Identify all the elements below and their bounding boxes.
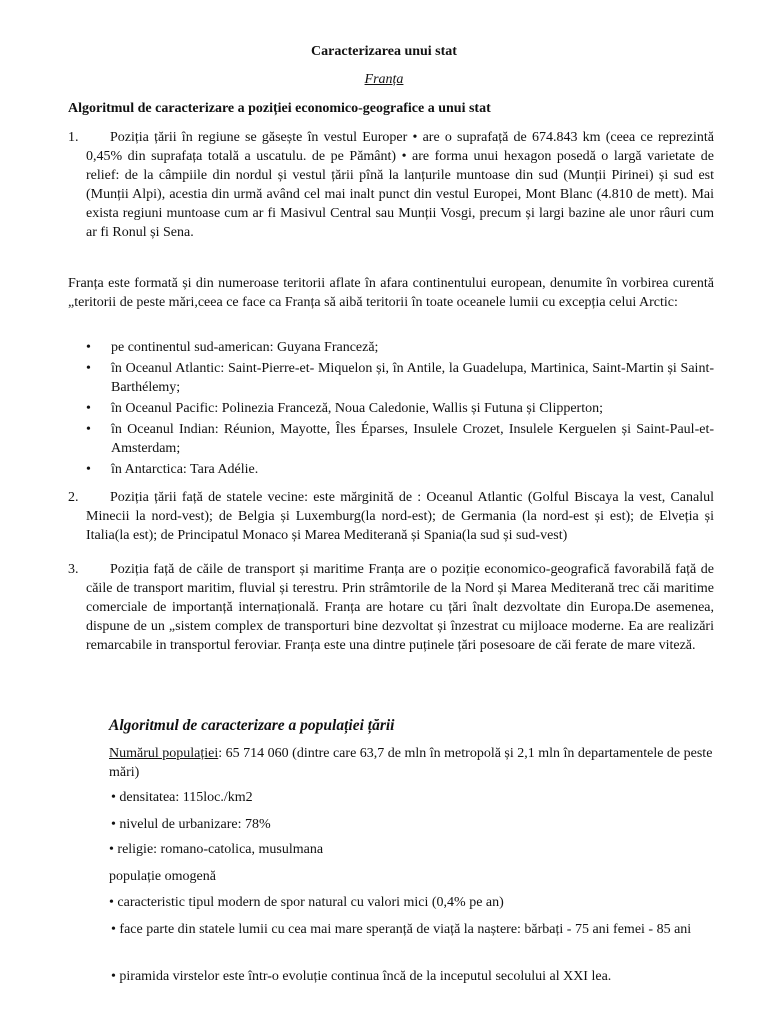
life-expectancy-item: • face parte din statele lumii cu cea mai mare speranță de viață la naștere: bărbați - 75 ani femei - 85 ani — [111, 922, 692, 937]
document-title: Caracterizarea unui stat — [311, 44, 457, 59]
item-number-2: 2. — [68, 490, 79, 505]
bullet-icon: • — [86, 361, 91, 376]
bullet-icon: • — [86, 340, 91, 355]
homogeneous-item: populație omogenă — [109, 869, 216, 884]
list-item: • în Oceanul Atlantic: Saint-Pierre-et- Miquelon și, în Antile, la Guadelupa, Martinica, Saint-Martin și Saint-Barthélemy; — [86, 361, 714, 395]
natural-growth-item: • caracteristic tipul modern de spor natural cu valori mici (0,4% pe an) — [109, 895, 504, 910]
population-label: Numărul populației — [109, 746, 219, 761]
list-item: • pe continentul sud-american: Guyana Franceză; — [86, 340, 379, 355]
item-2-text: Poziția țării față de statele vecine: este mărginită de : Oceanul Atlantic (Golful Biscaya la vest, Canalul Minecii la nord-vest); de Belgia și Luxemburg(la nord-est); de Germania (la nord-est și est); de Elveția și Italia(la est); de Principatul Monaco și Marea Mediterană și Spania(la sud și sud-vest) — [86, 490, 714, 543]
list-item: • în Oceanul Indian: Réunion, Mayotte, Îles Éparses, Insulele Crozet, Insulele Kerguelen și Saint-Paul-et-Amsterdam; — [86, 422, 714, 456]
section-heading-economic-position: Algoritmul de caracterizare a poziției economico-geografice a unui stat — [68, 101, 491, 116]
list-item: • în Antarctica: Tara Adélie. — [86, 462, 259, 477]
religion-item: • religie: romano-catolica, musulmana — [109, 842, 324, 857]
age-pyramid-item: • piramida virstelor este într-o evoluție continua încă de la inceputul secolului al XXI lea. — [111, 969, 612, 984]
urbanization-item: • nivelul de urbanizare: 78% — [111, 817, 271, 832]
bullet-icon: • — [86, 401, 91, 416]
bullet-icon: • — [86, 422, 91, 437]
item-number-1: 1. — [68, 130, 79, 145]
population-value: : 65 714 060 (dintre care 63,7 de mln în metropolă și 2,1 mln în departamentele de peste mări) — [109, 746, 713, 780]
document-subtitle: Franța — [364, 72, 404, 87]
list-item: • în Oceanul Pacific: Polinezia Franceză, Noua Caledonie, Wallis și Futuna și Clipperton; — [86, 401, 603, 416]
density-item: • densitatea: 115loc./km2 — [111, 790, 253, 805]
territories-intro: Franța este formată și din numeroase teritorii aflate în afara continentului european, denumite în vorbirea curentă „teritorii de peste mări,ceea ce face ca Franța să aibă teritorii în toate oceanele lumii cu excepția celui Arctic: — [68, 276, 714, 310]
item-1-text: Poziția țării în regiune se găsește în vestul Europer • are o suprafață de 674.843 km (ceea ce reprezintă 0,45% din suprafața totală a uscatulu. de pe Pământ) • are forma unui hexagon posedă o largă varietate de relief: de la câmpiile din nordul și vestul țării pînă la lanțurile muntoase din sud (Munții Pirinei) și sud est (Munții Alpi), acestia din urmă având cel mai inalt punct din vestul Europei, Mont Blanc (4.810 de mett). Mai exista regiuni muntoase cum ar fi Masivul Central sau Munții Vosgi, precum și largi bazine ale unor râuri cum ar fi Ronul și Sena. — [86, 130, 714, 240]
population-count — [109, 744, 714, 782]
section-heading-population: Algoritmul de caracterizare a populației țării — [109, 717, 395, 734]
item-number-3: 3. — [68, 562, 79, 577]
bullet-icon: • — [86, 462, 91, 477]
territories-list — [86, 338, 714, 481]
item-3-text: Poziția față de căile de transport și maritime Franța are o poziție economico-geografică favorabilă față de căile de transport maritim, fluvial și terestru. Prin strâmtorile de la Nord și Marea Mediterană trec căi maritime comerciale de importanță internațională. Franța are hotare cu țări înalt dezvoltate din Europa.De asemenea, dispune de un „sistem complex de transporturi bine dezvoltat și înzestrat cu mijloace moderne. Ea are realizări remarcabile in transportul feroviar. Franța este una dintre puținele țări posesoare de căi ferate de mare viteză. — [86, 562, 714, 653]
